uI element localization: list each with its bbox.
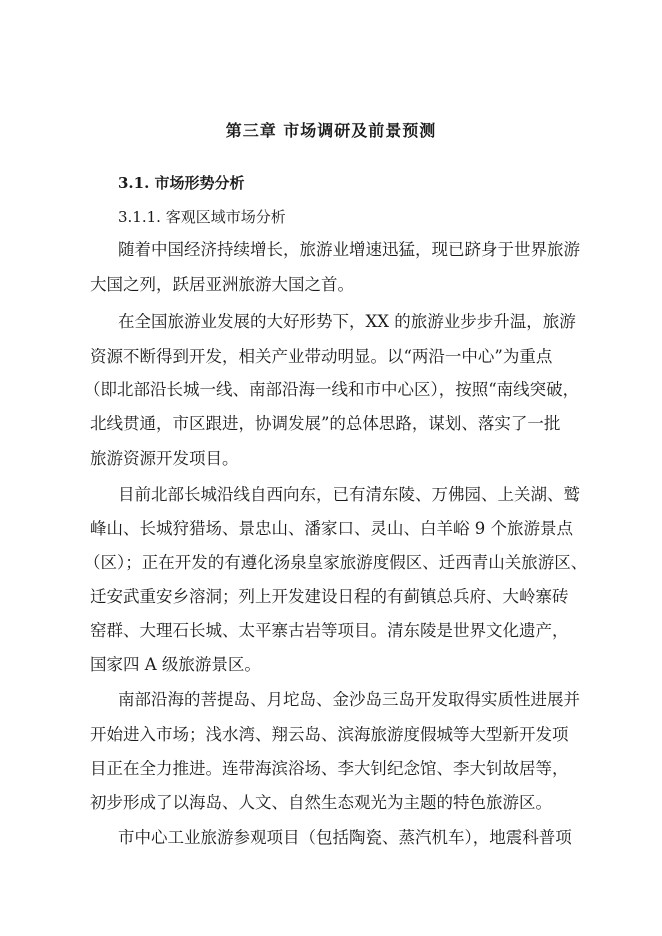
paragraph-5-line-1: 市中心工业旅游参观项目（包括陶瓷、蒸汽机车），地震科普项 [118, 828, 572, 847]
subsection-heading: 3.1.1. 客观区域市场分析 [118, 208, 286, 226]
paragraph-3-line-2: 峰山、长城狩猎场、景忠山、潘家口、灵山、白羊峪 9 个旅游景点 [90, 519, 573, 538]
paragraph-3-line-4: 迁安武重安乡溶洞；列上开发建设日程的有蓟镇总兵府、大岭寨砖 [90, 587, 569, 606]
paragraph-4-line-3: 目正在全力推进。连带海滨浴场、李大钊纪念馆、李大钊故居等， [90, 759, 569, 778]
section-heading: 3.1. 市场形势分析 [118, 174, 245, 192]
paragraph-1-line-2: 大国之列，跃居亚洲旅游大国之首。 [90, 275, 354, 294]
paragraph-2-line-5: 旅游资源开发项目。 [90, 449, 239, 468]
paragraph-4-line-1: 南部沿海的菩提岛、月坨岛、金沙岛三岛开发取得实质性进展并 [118, 690, 580, 709]
paragraph-1-line-1: 随着中国经济持续增长，旅游业增速迅猛，现已跻身于世界旅游 [118, 240, 580, 259]
paragraph-3-line-6: 国家四 A 级旅游景区。 [90, 655, 261, 674]
paragraph-3-line-3: （区）；正在开发的有遵化汤泉皇家旅游度假区、迁西青山关旅游区、 [84, 553, 588, 572]
paragraph-4-line-4: 初步形成了以海岛、人文、自然生态观光为主题的特色旅游区。 [90, 793, 552, 812]
paragraph-2-line-2: 资源不断得到开发，相关产业带动明显。以“两沿一中心”为重点 [90, 347, 553, 366]
paragraph-2-line-4: 北线贯通，市区跟进，协调发展”的总体思路，谋划、落实了一批 [90, 414, 561, 433]
paragraph-2-line-1: 在全国旅游业发展的大好形势下，XX 的旅游业步步升温，旅游 [118, 312, 576, 331]
paragraph-3-line-5: 窑群、大理石长城、太平寨古岩等项目。清东陵是世界文化遗产， [90, 621, 569, 640]
paragraph-2-line-3: （即北部沿长城一线、南部沿海一线和市中心区），按照“南线突破， [84, 380, 580, 399]
paragraph-3-line-1: 目前北部长城沿线自西向东，已有清东陵、万佛园、上关湖、鹫 [118, 485, 580, 504]
paragraph-4-line-2: 开始进入市场；浅水湾、翔云岛、滨海旅游度假城等大型新开发项 [90, 725, 569, 744]
chapter-title: 第三章 市场调研及前景预测 [225, 121, 437, 140]
